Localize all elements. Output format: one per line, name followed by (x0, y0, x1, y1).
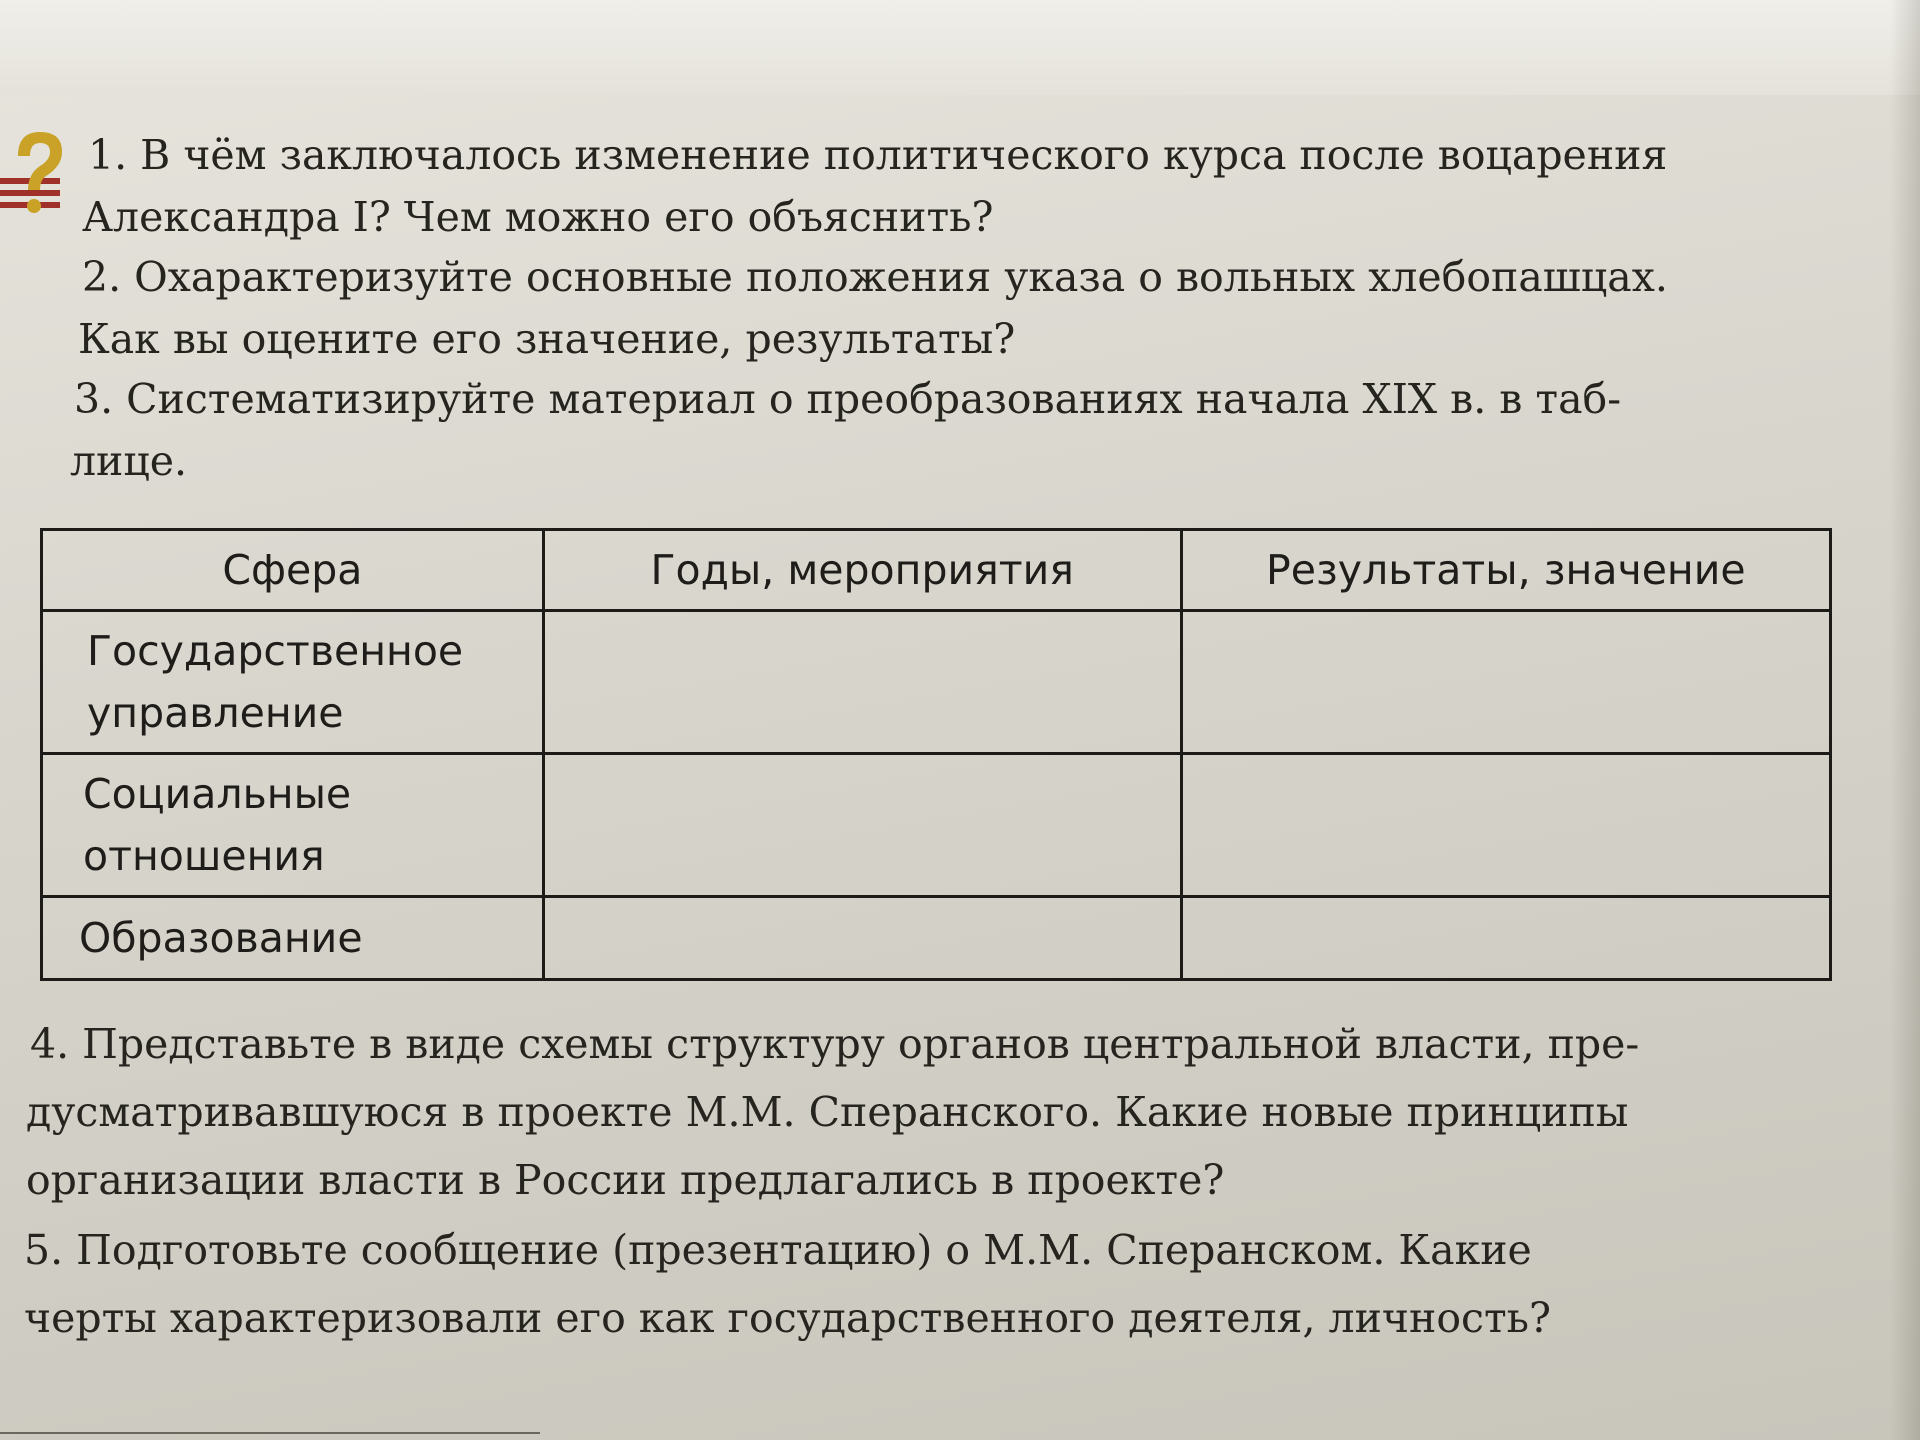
sphere-label-line-2: управление (87, 689, 344, 737)
sphere-cell-education (42, 897, 544, 980)
sphere-label-line-1: Государственное (87, 627, 464, 675)
empty-cell-years[interactable] (543, 897, 1181, 980)
sphere-label-line-2: отношения (83, 832, 325, 880)
sphere-cell-state-governance (42, 611, 544, 754)
table-row (42, 754, 1831, 897)
question-1 (82, 124, 1808, 248)
table-header-row (42, 530, 1831, 611)
reforms-table (40, 528, 1832, 981)
question-5 (24, 1216, 1844, 1352)
question-3-line-2: лице. (70, 437, 188, 485)
question-5-line-2: черты характеризовали его как государственного деятеля, личность? (24, 1294, 1551, 1342)
header-sphere: Сфера (42, 530, 544, 611)
empty-cell-results[interactable] (1181, 897, 1830, 980)
question-1-line-1: 1. В чём заключалось изменение политического курса после воцарения (88, 131, 1668, 179)
question-mark-icon (0, 126, 72, 226)
bottom-rule (0, 1432, 540, 1434)
question-3 (70, 368, 1814, 492)
header-results-significance: Результаты, значение (1181, 530, 1830, 611)
question-5-line-1: 5. Подготовьте сообщение (презентацию) о М.М. Сперанском. Какие (24, 1226, 1532, 1274)
question-4 (26, 1010, 1840, 1214)
question-4-line-1: 4. Представьте в виде схемы структуру органов центральной власти, пре- (30, 1020, 1640, 1068)
page-edge (0, 0, 1920, 95)
header-years-measures: Годы, мероприятия (543, 530, 1181, 611)
table-row (42, 611, 1831, 754)
question-2-line-1: 2. Охарактеризуйте основные положения указа о вольных хлебопашцах. (82, 253, 1668, 301)
question-2 (78, 246, 1812, 370)
question-1-line-2: Александра I? Чем можно его объяснить? (82, 193, 994, 241)
question-4-line-2: дусматривавшуюся в проекте М.М. Сперанского. Какие новые принципы (26, 1088, 1629, 1136)
page-shadow (1890, 0, 1920, 1440)
empty-cell-results[interactable] (1181, 754, 1830, 897)
sphere-label-line-1: Социальные (83, 770, 352, 818)
question-4-line-3: организации власти в России предлагались в проекте? (26, 1156, 1225, 1204)
empty-cell-years[interactable] (543, 754, 1181, 897)
sphere-label-line-1: Образование (79, 914, 363, 962)
table-row (42, 897, 1831, 980)
empty-cell-results[interactable] (1181, 611, 1830, 754)
question-2-line-2: Как вы оцените его значение, результаты? (78, 315, 1016, 363)
empty-cell-years[interactable] (543, 611, 1181, 754)
sphere-cell-social-relations (42, 754, 544, 897)
question-3-line-1: 3. Систематизируйте материал о преобразованиях начала XIX в. в таб- (74, 375, 1622, 423)
